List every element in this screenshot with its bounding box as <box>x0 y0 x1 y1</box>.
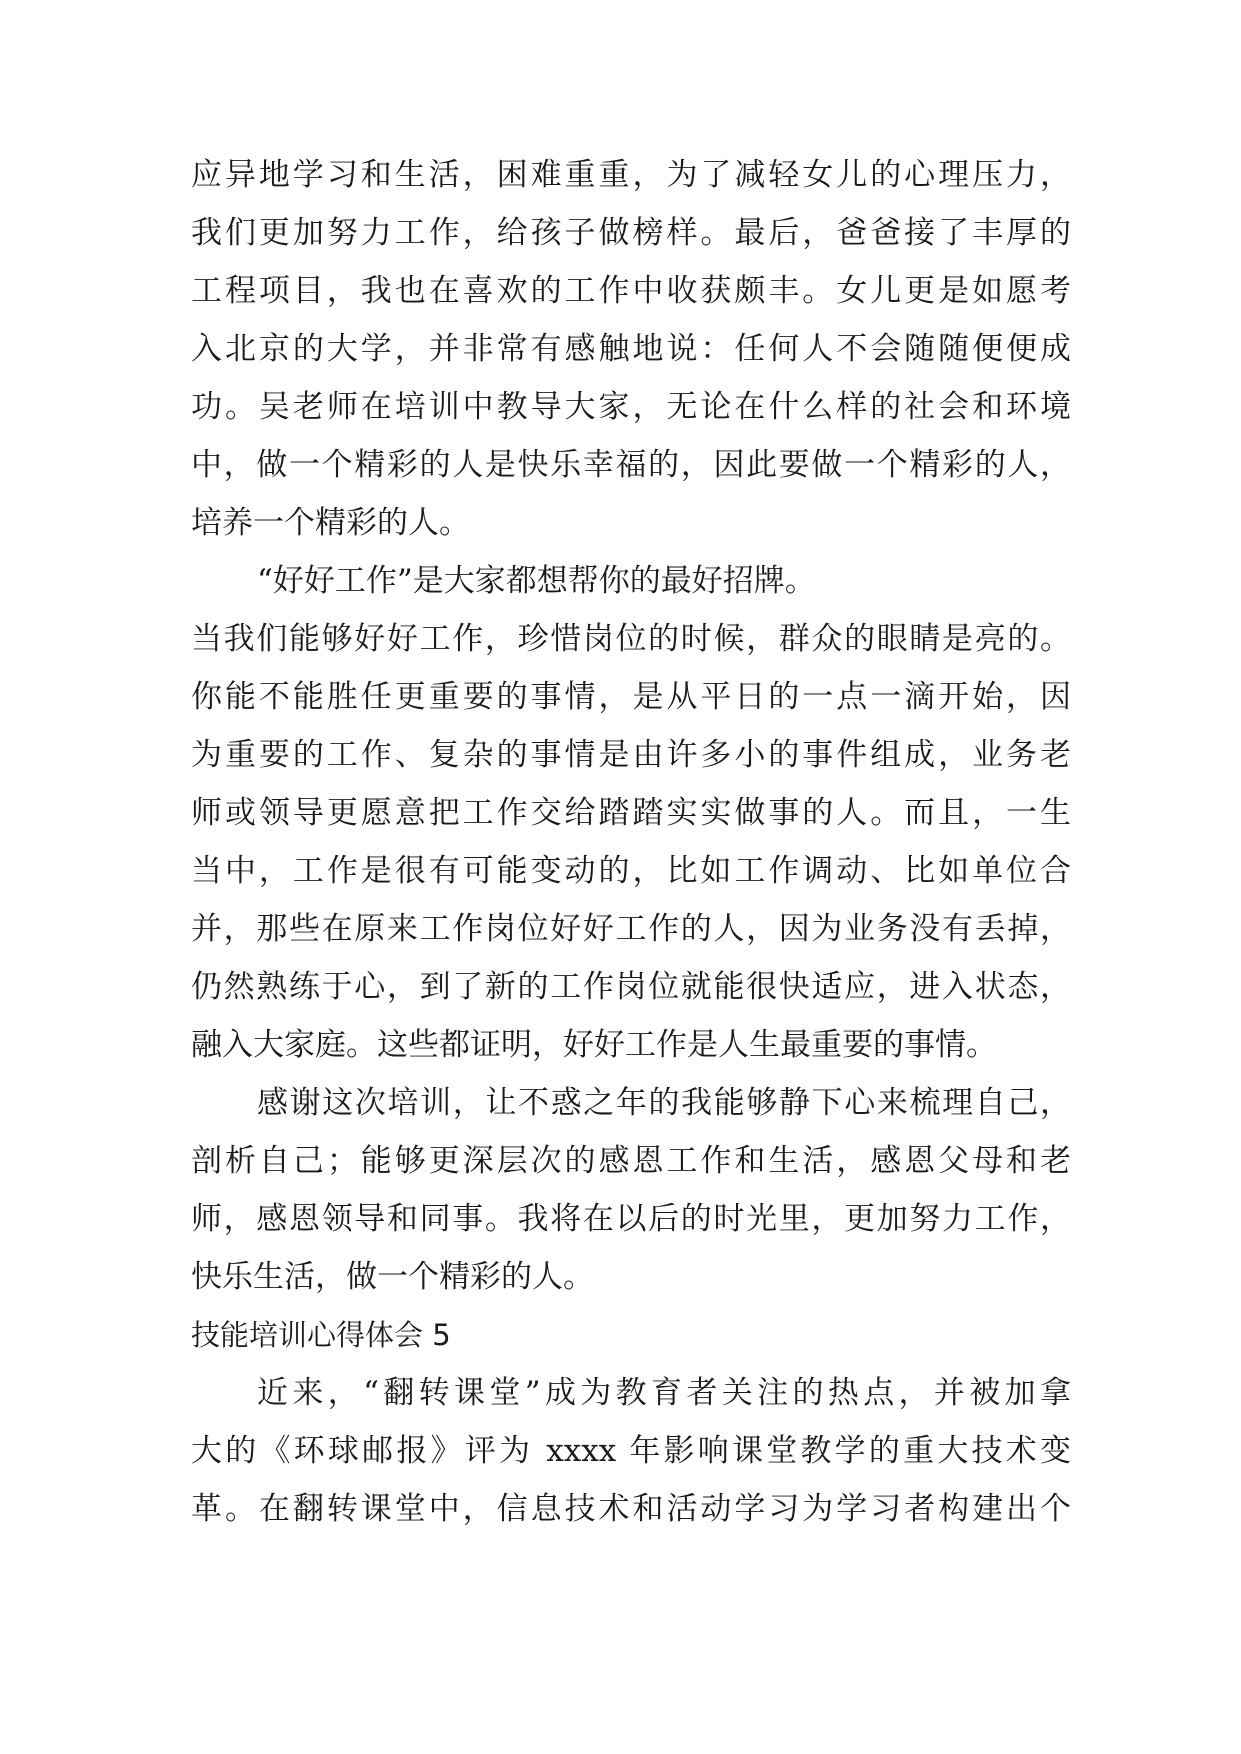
text-line: 入北京的大学，并非常有感触地说：任何人不会随随便便成 <box>191 331 1071 367</box>
text-line: 师或领导更愿意把工作交给踏踏实实做事的人。而且，一生 <box>191 795 1071 831</box>
text-line: 为重要的工作、复杂的事情是由许多小的事件组成，业务老 <box>191 737 1071 773</box>
text-line: 你能不能胜任更重要的事情，是从平日的一点一滴开始，因 <box>191 679 1071 715</box>
paragraph <box>191 1364 1071 1538</box>
text-line: 我们更加努力工作，给孩子做榜样。最后，爸爸接了丰厚的 <box>191 215 1071 251</box>
text-line: 快乐生活，做一个精彩的人。 <box>191 1259 594 1295</box>
text-line: 师，感恩领导和同事。我将在以后的时光里，更加努力工作， <box>191 1201 1071 1237</box>
paragraph <box>191 146 1071 552</box>
text-line: 中，做一个精彩的人是快乐幸福的，因此要做一个精彩的人， <box>191 447 1071 483</box>
text-line: 革。在翻转课堂中，信息技术和活动学习为学习者构建出个 <box>191 1491 1071 1527</box>
text-line: 应异地学习和生活，困难重重，为了减轻女儿的心理压力， <box>191 157 1071 193</box>
text-line: 当我们能够好好工作，珍惜岗位的时候，群众的眼睛是亮的。 <box>191 621 1071 657</box>
text-line: 近来，“翻转课堂”成为教育者关注的热点，并被加拿 <box>257 1375 1071 1411</box>
section-heading: 技能培训心得体会 5 <box>191 1318 451 1352</box>
document-body <box>191 146 1071 1538</box>
text-line: 培养一个精彩的人。 <box>191 505 470 541</box>
text-line: 仍然熟练于心，到了新的工作岗位就能很快适应，进入状态， <box>191 969 1071 1005</box>
text-line: “好好工作”是大家都想帮你的最好招牌。 <box>257 563 816 599</box>
text-line: 功。吴老师在培训中教导大家，无论在什么样的社会和环境 <box>191 389 1071 425</box>
paragraph <box>191 552 1071 610</box>
text-line: 并，那些在原来工作岗位好好工作的人，因为业务没有丢掉， <box>191 911 1071 947</box>
text-line: 工程项目，我也在喜欢的工作中收获颇丰。女儿更是如愿考 <box>191 273 1071 309</box>
text-line: 当中，工作是很有可能变动的，比如工作调动、比如单位合 <box>191 853 1071 889</box>
text-line: 融入大家庭。这些都证明，好好工作是人生最重要的事情。 <box>191 1027 997 1063</box>
text-line: 剖析自己；能够更深层次的感恩工作和生活，感恩父母和老 <box>191 1143 1071 1179</box>
text-line: 感谢这次培训，让不惑之年的我能够静下心来梳理自己， <box>257 1085 1071 1121</box>
text-line: 大的《环球邮报》评为 xxxx 年影响课堂教学的重大技术变 <box>191 1433 1071 1469</box>
paragraph <box>191 610 1071 1074</box>
paragraph <box>191 1074 1071 1306</box>
